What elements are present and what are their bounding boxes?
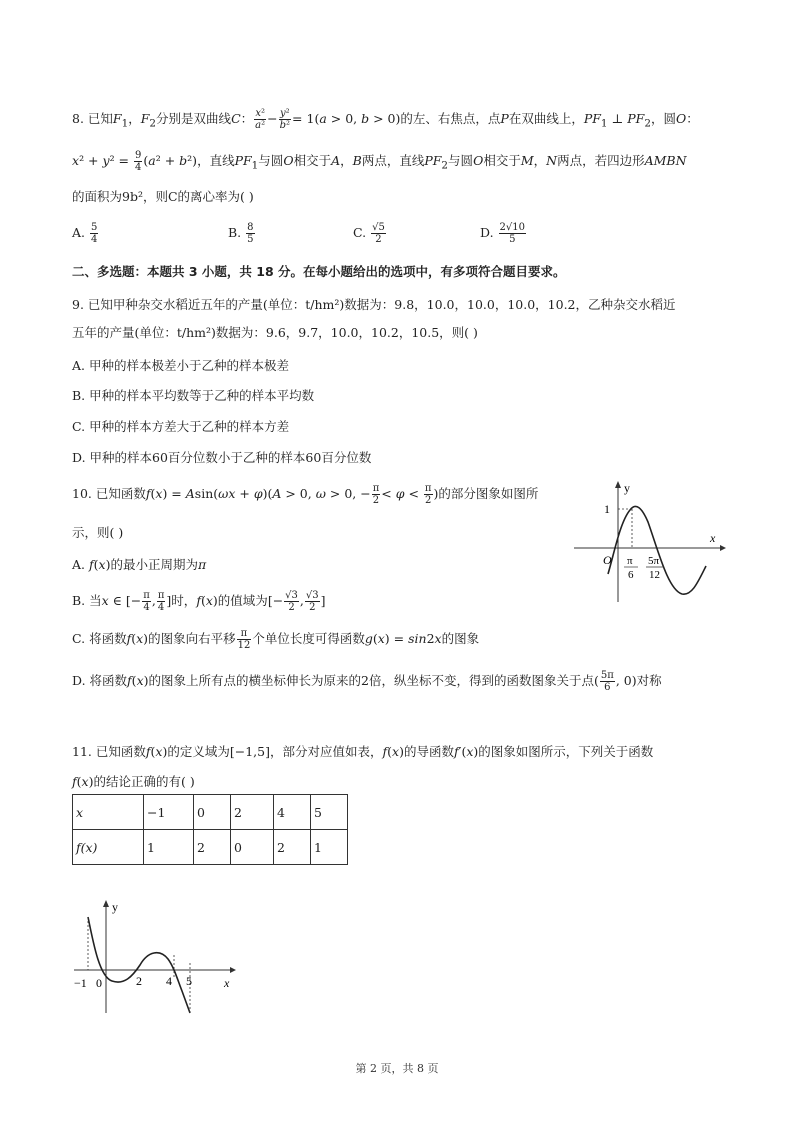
table-cell: 1 (144, 830, 194, 865)
q11-line2: f(x)的结论正确的有( ) (72, 774, 195, 789)
y-label: y (112, 900, 118, 914)
q8-option-b[interactable]: B. $\frac{8}{5}$ (228, 222, 254, 245)
tick1-den: 6 (628, 569, 634, 581)
q10-line1: 10. 已知函数f(x) = Asin(ωx + φ)(A > 0, ω > 0, − $\frac{\pi}{2}$ < φ < $\frac{\pi}{2}$ )的部分图象如图所 (72, 483, 539, 506)
origin-label: O (603, 553, 612, 567)
q10-option-d[interactable]: D. 将函数f(x)的图象上所有点的横坐标伸长为原来的2倍，纵坐标不变，得到的函数图象关于点( $\frac{5\pi}{6}$ , 0)对称 (72, 670, 662, 693)
table-cell: x (73, 795, 144, 830)
table-cell: 1 (311, 830, 348, 865)
tick-label: 2 (136, 974, 142, 988)
table-cell: −1 (144, 795, 194, 830)
y-axis-arrow (103, 900, 109, 907)
tick2-den: 12 (649, 569, 660, 581)
tick-label: 0 (96, 976, 102, 990)
q10-option-b[interactable]: B. 当x ∈ [− $\frac{\pi}{4}$ , $\frac{\pi}{4}$ ]时，f(x)的值域为[− $\frac{√3}{2}$ , $\frac{√3}{2}$ ] (72, 590, 326, 613)
tick2-num: 5π (648, 555, 660, 567)
q8-option-c[interactable]: C. $\frac{√5}{2}$ (353, 222, 385, 245)
q10-option-c[interactable]: C. 将函数f(x)的图象向右平移 $\frac{\pi}{12}$ 个单位长度可得函数g(x) = sin2x的图象 (72, 628, 480, 651)
tick1-num: π (627, 555, 633, 567)
q9-option-d[interactable]: D. 甲种的样本60百分位数小于乙种的样本60百分位数 (72, 450, 372, 465)
q9-option-b[interactable]: B. 甲种的样本平均数等于乙种的样本平均数 (72, 388, 315, 403)
page-footer: 第 2 页，共 8 页 (355, 1062, 439, 1075)
q11-value-table (72, 794, 348, 865)
tick-label: 5 (186, 974, 192, 988)
q11-derivative-graph (70, 895, 250, 1025)
q9-option-c[interactable]: C. 甲种的样本方差大于乙种的样本方差 (72, 419, 290, 434)
y-axis-arrow (615, 481, 621, 488)
q8-option-a[interactable]: A. $\frac{5}{4}$ (72, 222, 98, 245)
q10-option-a[interactable]: A. f(x)的最小正周期为π (72, 557, 207, 572)
table-cell: 2 (274, 830, 311, 865)
tick-label: −1 (74, 976, 87, 990)
q9-line2: 五年的产量(单位：t/hm²)数据为：9.6，9.7，10.0，10.2，10.5，则( ) (72, 325, 478, 340)
table-cell: f(x) (73, 830, 144, 865)
q8-line2: x² + y² = $\frac{9}{4}$ (a² + b²)，直线$PF_1$与圆O相交于A，B两点，直线$PF_2$与圆O相交于M，N两点，若四边形AMBN (72, 150, 687, 173)
q8-option-d[interactable]: D. $\frac{2√10}{5}$ (480, 222, 526, 245)
q10-line2: 示，则( ) (72, 525, 124, 540)
section-heading: 二、多选题：本题共 3 小题，共 18 分。在每小题给出的选项中，有多项符合题目要求。 (72, 264, 566, 279)
q11-line1: 11. 已知函数f(x)的定义域为[−1,5]，部分对应值如表，f(x)的导函数f′(x)的图象如图所示，下列关于函数 (72, 744, 654, 759)
q10-sine-graph (570, 478, 730, 608)
table-cell: 0 (194, 795, 231, 830)
q8-line3: 的面积为9b²，则C的离心率为( ) (72, 189, 254, 204)
table-cell: 2 (194, 830, 231, 865)
table-cell: 4 (274, 795, 311, 830)
y-label: y (624, 481, 630, 495)
table-row (73, 830, 348, 865)
x-label: x (710, 531, 716, 545)
tick-label: 4 (166, 974, 172, 988)
table-cell: 5 (311, 795, 348, 830)
table-cell: 0 (231, 830, 274, 865)
x-axis-arrow (230, 967, 236, 973)
x-axis-arrow (720, 545, 726, 551)
one-label: 1 (604, 502, 610, 516)
table-row (73, 795, 348, 830)
sine-curve (608, 506, 706, 594)
derivative-curve (88, 917, 190, 1013)
x-label: x (224, 976, 230, 990)
q9-option-a[interactable]: A. 甲种的样本极差小于乙种的样本极差 (72, 358, 289, 373)
q8-line1: 8. 已知$F_1$，$F_2$分别是双曲线C： $\frac{\text{x²}}{\text{a²}}$ − $\frac{\text{y²}}{\text{b²}}$ = 1(a > 0, b > 0)的左、右焦点，点P在双曲线上，$PF_1$ ⊥ $PF_2$，圆O： (72, 108, 699, 131)
table-cell: 2 (231, 795, 274, 830)
q9-line1: 9. 已知甲种杂交水稻近五年的产量(单位：t/hm²)数据为：9.8，10.0，10.0，10.0，10.2，乙种杂交水稻近 (72, 297, 676, 312)
